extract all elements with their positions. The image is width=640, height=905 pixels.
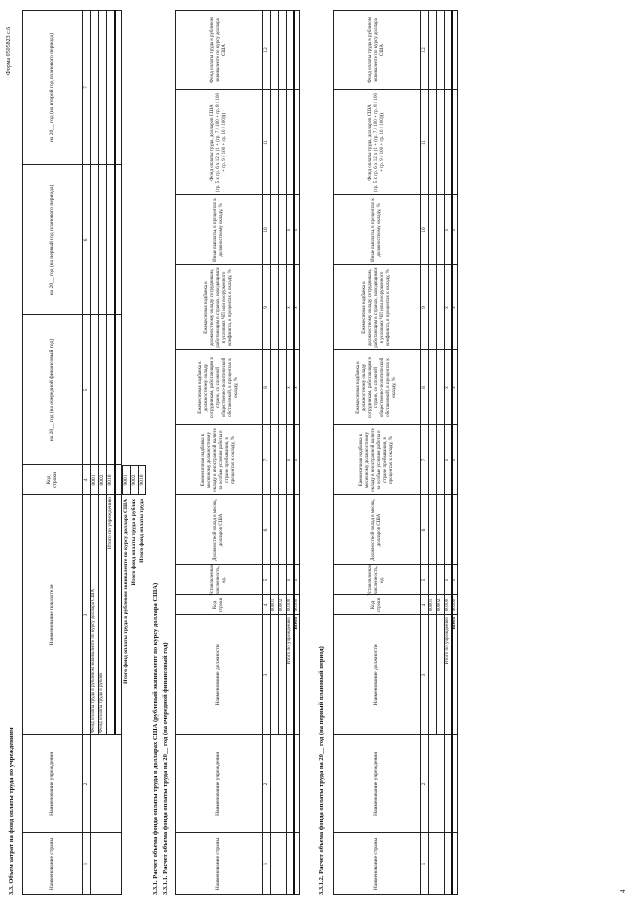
x-mark: x	[444, 306, 450, 309]
th-bonus-foreign: Ежемесячная надбавка к месячному должностному окладу в иностранной валюте за особые условия работы в стране пребывания, в процентах к окладу, %	[358, 428, 394, 492]
colnum: 6	[420, 528, 427, 532]
th-year1: на 20__ год (на очередной финансовый год)	[48, 338, 55, 442]
total-row-code: 9001	[122, 474, 129, 486]
x-mark: x	[451, 306, 457, 309]
colnum: 11	[420, 139, 427, 146]
colnum: 1	[262, 862, 269, 866]
colnum: 4	[82, 478, 89, 482]
th-fund-usd	[175, 90, 262, 195]
colnum: 5	[420, 578, 427, 582]
colnum: 4	[262, 603, 269, 607]
table-row-label: Фонд оплаты труда в рублях	[99, 672, 104, 733]
table-row-code: 00002	[437, 598, 442, 612]
th-other-payments: Иные выплаты, в процентах к должностному окладу, %	[370, 198, 382, 262]
th-fund-rub: Фонд оплаты труда в рублевом эквиваленте по курсу доллара США	[209, 17, 227, 83]
x-mark: x	[444, 578, 450, 582]
th-headcount: Установленная численность, ед.	[367, 564, 385, 596]
colnum: 4	[420, 603, 427, 607]
x-mark: x	[451, 578, 457, 582]
th-fund-usd-label: Фонд оплаты труда, долларов США	[367, 104, 373, 181]
form-code: Форма 0505823 с.6	[6, 26, 12, 75]
th-row-code: Код строки	[45, 471, 58, 489]
th-fund-usd-formula: (гр. 5 х гр. 6 х 12 х (1 + (гр. 7 / 100 + гр. 8 / 100 + гр. 9 / 100 + гр. 10 / 100)))	[215, 92, 227, 193]
th-row-code: Код строки	[212, 597, 224, 613]
th-fund-usd-label: Фонд оплаты труда, долларов США	[209, 104, 215, 181]
th-position: Наименование должности	[215, 644, 222, 706]
th-year3: на 20__ год (на второй год планового периода)	[48, 33, 55, 142]
total-row-label: Итого фонд оплаты труда в рублях	[130, 499, 137, 586]
table-row-label: Итого по учреждению	[106, 497, 113, 550]
table-row-code: 00100	[286, 598, 292, 612]
total-row-label: Итого фонд оплаты труда	[138, 499, 145, 563]
x-mark: x	[444, 228, 450, 232]
colnum: 10	[262, 227, 269, 233]
x-mark: x	[293, 458, 299, 462]
x-mark: x	[286, 386, 292, 389]
colnum: 10	[420, 227, 427, 233]
th-country: Наименование страны	[215, 837, 222, 891]
x-mark: x	[286, 458, 292, 462]
colnum: 3	[82, 613, 89, 617]
subtotal-label: Итого по учреждению	[444, 617, 450, 665]
th-agency: Наименование учреждения	[215, 752, 222, 816]
section-3-3-1-title: 3.3.1. Расчет объема фонда оплаты труда в долларах США (рублевый эквивалент по курсу доллара США)	[152, 582, 159, 895]
th-salary: Должностной оклад в месяц, долларов США	[212, 499, 224, 561]
x-mark: x	[451, 386, 457, 389]
th-fund-usd-formula: (гр. 5 х гр. 6 х 12 х (1 + (гр. 7 / 100 + гр. 8 / 100 + гр. 9 / 100 + гр. 10 / 100)))	[373, 92, 385, 193]
colnum: 12	[262, 47, 269, 53]
colnum: 2	[262, 782, 269, 786]
colnum: 8	[262, 386, 269, 389]
colnum: 2	[82, 782, 89, 786]
x-mark: x	[286, 228, 292, 232]
table-row-code: 90100	[293, 598, 299, 612]
colnum: 2	[420, 782, 427, 786]
th-year2: на 20__ год (на первый год планового периода)	[48, 184, 55, 296]
subtotal-label: Итого по учреждению	[286, 617, 292, 665]
colnum: 3	[262, 673, 269, 677]
table-row-label: Фонд оплаты труда в рублевом эквиваленте по курсу доллара США	[91, 588, 96, 733]
th-row-code: Код строки	[370, 597, 382, 613]
colnum: 5	[262, 578, 269, 582]
section-3-3-1-2-title: 3.3.1.2. Расчет объема фонда оплаты труда на 20__ год (на первый плановый период)	[318, 646, 325, 895]
table-row-code: 0002	[98, 474, 105, 486]
th-bonus-emergency: Ежемесячная надбавка к должностному окладу сотрудникам, работающим в странах, находящимся в условиях ЧП или вооруженного конфликта, в процентах к окладу, %	[361, 267, 391, 348]
table-row-code: 00001	[271, 598, 276, 612]
th-salary: Должностной оклад в месяц, долларов США	[370, 499, 382, 561]
colnum: 1	[82, 862, 89, 866]
table-row-code: 0010	[106, 474, 113, 486]
colnum: 5	[82, 388, 89, 392]
total-row-code: 9002	[130, 474, 137, 486]
th-indicator: Наименование показателя	[48, 584, 55, 646]
x-mark: x	[444, 386, 450, 389]
colnum: 9	[420, 306, 427, 309]
th-country: Наименование страны	[373, 837, 380, 891]
th-agency: Наименование учреждения	[373, 752, 380, 816]
table-row-code: 00002	[279, 598, 284, 612]
x-mark: x	[286, 578, 292, 582]
x-mark: x	[293, 228, 299, 232]
th-agency-code: Наименование страны	[48, 837, 55, 891]
th-bonus-political: Ежемесячная надбавка к должностному окладу сотрудникам, работающим в стране, со сложной общественно-политической обстановкой, в процентах к окладу, %	[197, 357, 239, 418]
th-fund-rub: Фонд оплаты труда в рублевом эквиваленте по курсу доллара США	[367, 17, 385, 83]
x-mark: x	[286, 306, 292, 309]
table-row-code: 0001	[90, 474, 97, 486]
th-bonus-political: Ежемесячная надбавка к должностному окладу сотрудникам, работающим в стране, со сложной общественно-политической обстановкой, в процентах к окладу, %	[355, 357, 397, 418]
colnum: 3	[420, 673, 427, 677]
table-row-code: 90100	[451, 598, 457, 612]
x-mark: x	[444, 458, 450, 462]
colnum: 9	[262, 306, 269, 309]
table-row-code: 00001	[429, 598, 434, 612]
th-bonus-foreign: Ежемесячная надбавка к месячному должностному окладу в иностранной валюте за особые условия работы в стране пребывания, в процентах к окладу, %	[200, 428, 236, 492]
colnum: 7	[420, 458, 427, 462]
th-other-payments: Иные выплаты, в процентах к должностному окладу, %	[212, 198, 224, 262]
th-headcount: Установленная численность, ед.	[209, 564, 227, 596]
x-mark: x	[293, 306, 299, 309]
total-row-code: 9010	[138, 474, 145, 486]
colnum: 1	[420, 862, 427, 866]
colnum: 11	[262, 139, 269, 146]
th-agency-name: Наименование учреждения	[48, 752, 55, 816]
table-row-code: 00100	[444, 598, 450, 612]
section-3-3-title: 3.3. Объем затрат на фонд оплаты труда по учреждениям	[8, 727, 15, 895]
x-mark: x	[451, 228, 457, 232]
grand-total-label: Всего	[293, 617, 299, 630]
colnum: 7	[82, 86, 89, 89]
colnum: 6	[82, 238, 89, 242]
x-mark: x	[293, 386, 299, 389]
x-mark: x	[293, 578, 299, 582]
colnum: 6	[262, 528, 269, 532]
colnum: 8	[420, 386, 427, 389]
page-number: 4	[619, 889, 627, 893]
total-row-label: Итого фонд оплаты труда в рублевом эквиваленте по курсу доллара США	[122, 499, 129, 684]
th-fund-usd	[333, 90, 420, 195]
th-position: Наименование должности	[373, 644, 380, 706]
x-mark: x	[451, 458, 457, 462]
section-3-3-1-1-title: 3.3.1.1. Расчет объема фонда оплаты труда на 20__ год (на очередной финансовый год)	[162, 642, 169, 895]
colnum: 12	[420, 47, 427, 53]
colnum: 7	[262, 458, 269, 462]
th-bonus-emergency: Ежемесячная надбавка к должностному окладу сотрудникам, работающим в странах, находящимся в условиях ЧП или вооруженного конфликта, в процентах к окладу, %	[203, 267, 233, 348]
grand-total-label: Всего	[451, 617, 457, 630]
